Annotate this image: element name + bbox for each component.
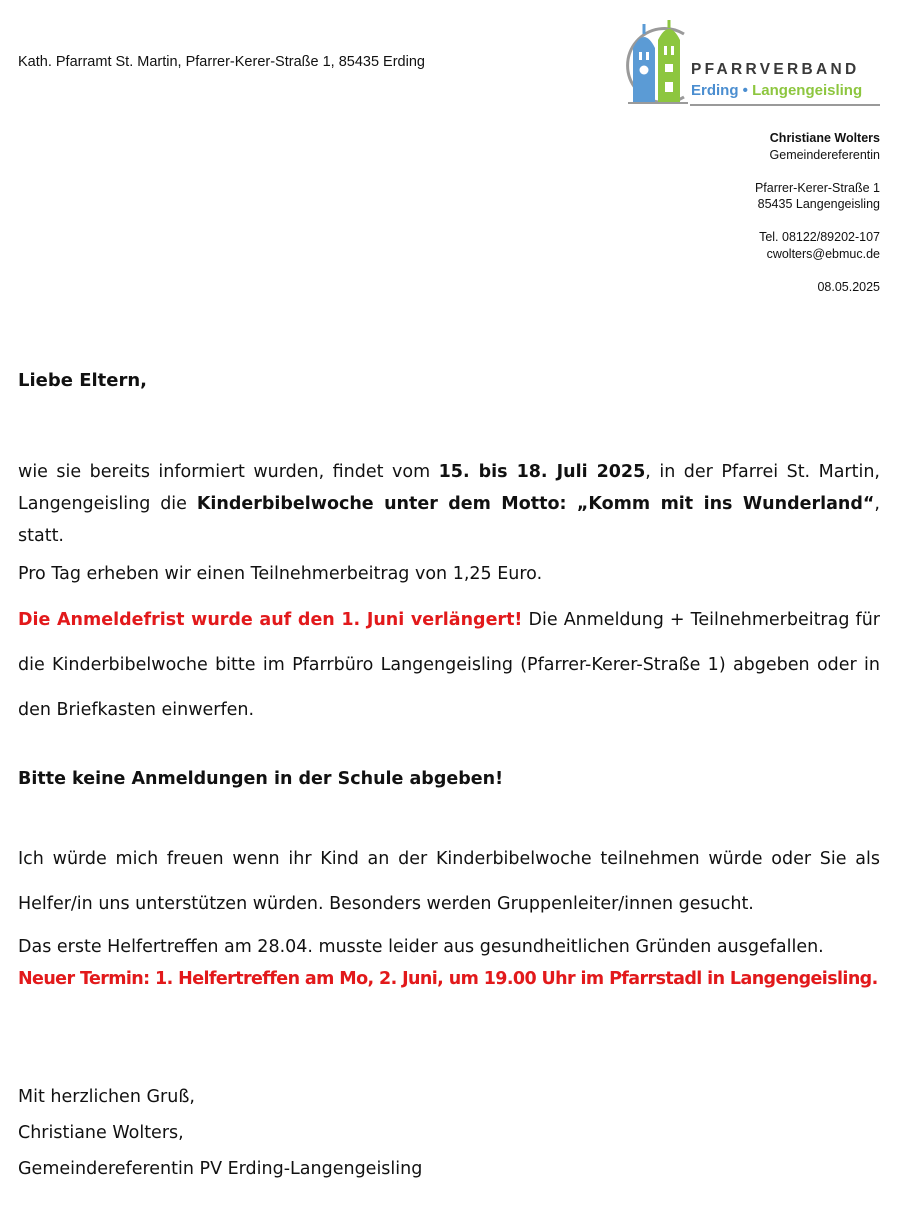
paragraph-fee: Pro Tag erheben wir einen Teilnehmerbeitrag von 1,25 Euro. (18, 564, 543, 584)
logo-place-erding: Erding (691, 82, 739, 99)
p1-text-2: , in der Pfarrei St. Martin, Langengeisling die (18, 462, 880, 514)
contact-role: Gemeindereferentin (769, 147, 880, 162)
letter-body (18, 456, 880, 995)
contact-phone: Tel. 08122/89202-107 (759, 230, 880, 244)
contact-street: Pfarrer-Kerer-Straße 1 (754, 180, 880, 195)
p1-text-1: wie sie bereits informiert wurden, findet vom (18, 462, 439, 482)
event-motto: Kinderbibelwoche unter dem Motto: „Komm mit ins Wunderland“ (196, 494, 875, 514)
pfarrverband-logo (618, 20, 888, 110)
closing-name: Christiane Wolters, (18, 1123, 184, 1143)
closing-greeting: Mit herzlichen Gruß, (18, 1087, 195, 1107)
paragraph-new-date: Neuer Termin: 1. Helfertreffen am Mo, 2. Juni, um 19.00 Uhr im Pfarrstadl in Langengeisling. (18, 969, 878, 989)
logo-places (691, 82, 862, 99)
logo-separator: • (742, 82, 748, 99)
sender-address-line: Kath. Pfarramt St. Martin, Pfarrer-Kerer-Straße 1, 85435 Erding (18, 54, 425, 70)
logo-wordmark: PFARRVERBAND (691, 61, 860, 78)
logo-place-langengeisling: Langengeisling (752, 82, 863, 99)
closing-role: Gemeindereferentin PV Erding-Langengeisling (18, 1159, 423, 1179)
deadline-notice: Die Anmeldefrist wurde auf den 1. Juni verlängert! (18, 610, 523, 630)
registration-instructions: Die Anmeldung + Teilnehmerbeitrag für die Kinderbibelwoche bitte im Pfarrbüro Langengeisling (Pfarrer-Kerer-Straße 1) abgeben oder in den Briefkasten einwerfen. (18, 610, 880, 720)
contact-email: cwolters@ebmuc.de (766, 246, 880, 261)
paragraph-registration (18, 598, 880, 733)
salutation: Liebe Eltern, (18, 370, 148, 391)
letter-date: 08.05.2025 (817, 279, 880, 294)
closing-block (18, 1079, 422, 1187)
contact-name: Christiane Wolters (769, 131, 880, 145)
paragraph-event-info (18, 456, 880, 552)
p1-text-3: , statt. (18, 494, 880, 546)
contact-city: 85435 Langengeisling (757, 197, 880, 211)
paragraph-school-warning: Bitte keine Anmeldungen in der Schule abgeben! (18, 769, 504, 789)
paragraph-helpers: Ich würde mich freuen wenn ihr Kind an der Kinderbibelwoche teilnehmen würde oder Sie als Helfer/in uns unterstützen würden. Besonders werden Gruppenleiter/innen gesucht. (18, 849, 880, 914)
paragraph-cancelled-meeting: Das erste Helfertreffen am 28.04. musste leider aus gesundheitlichen Gründen ausgefallen. (18, 937, 824, 957)
contact-block (755, 130, 880, 295)
event-dates: 15. bis 18. Juli 2025 (438, 462, 646, 482)
